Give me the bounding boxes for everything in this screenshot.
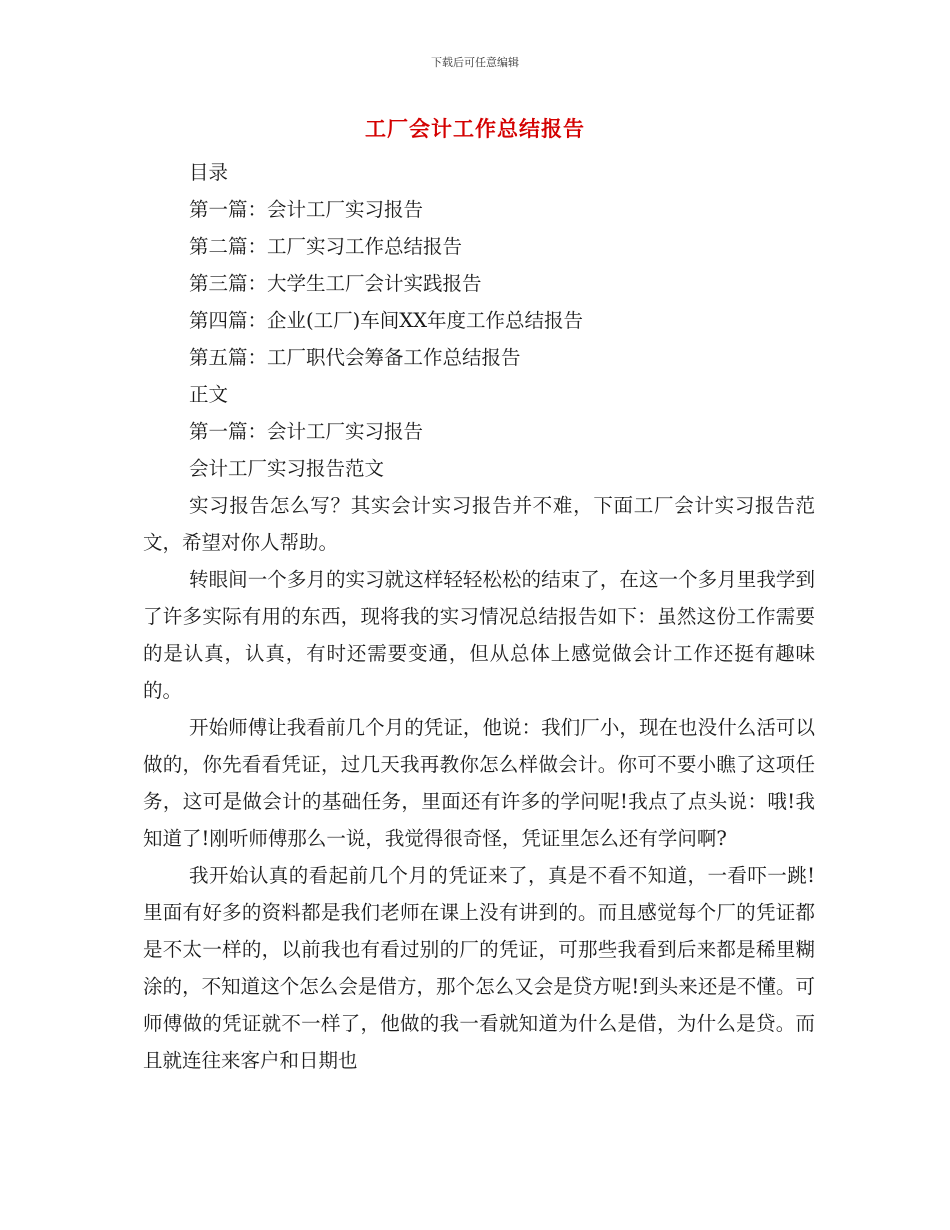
toc-item: 第一篇：会计工厂实习报告: [189, 198, 424, 221]
paragraph: 我开始认真的看起前几个月的凭证来了，真是不看不知道，一看吓一跳!里面有好多的资料都是我们老师在课上没有讲到的。而且感觉每个厂的凭证都是不太一样的，以前我也有看过别的厂的凭证，可那些我看到后来都是稀里糊涂的，不知道这个怎么会是借方，那个怎么又会是贷方呢!到头来还是不懂。可师傅做的凭证就不一样了，他做的我一看就知道为什么是借，为什么是贷。而且就连往来客户和日期也: [143, 864, 815, 1072]
toc-item: 第四篇：企业(工厂)车间XX年度工作总结报告: [189, 309, 583, 332]
paragraph: 实习报告怎么写？其实会计实习报告并不难，下面工厂会计实习报告范文，希望对你人帮助。: [143, 494, 815, 554]
paragraph: 转眼间一个多月的实习就这样轻轻松松的结束了，在这一个多月里我学到了许多实际有用的东西，现将我的实习情况总结报告如下：虽然这份工作需要的是认真，认真，有时还需要变通，但从总体上感觉做会计工作还挺有趣味的。: [143, 568, 815, 702]
header-note: 下载后可任意编辑: [431, 56, 519, 69]
toc-item: 第二篇：工厂实习工作总结报告: [189, 235, 463, 258]
toc-item: 第三篇：大学生工厂会计实践报告: [189, 272, 482, 295]
document-body: [143, 154, 815, 1079]
body-heading: 正文: [189, 383, 229, 406]
document-title: 工厂会计工作总结报告: [365, 117, 585, 141]
toc-heading: 目录: [189, 161, 229, 184]
paragraph: 开始师傅让我看前几个月的凭证，他说：我们厂小，现在也没什么活可以做的，你先看看凭证，过几天我再教你怎么样做会计。你可不要小瞧了这项任务，这可是做会计的基础任务，里面还有许多的学问呢!我点了点头说：哦!我知道了!刚听师傅那么一说，我觉得很奇怪，凭证里怎么还有学问啊?: [143, 716, 815, 850]
toc-item: 第五篇：工厂职代会筹备工作总结报告: [189, 346, 521, 369]
section-subtitle: 会计工厂实习报告范文: [189, 457, 385, 480]
section-heading: 第一篇：会计工厂实习报告: [189, 420, 424, 443]
